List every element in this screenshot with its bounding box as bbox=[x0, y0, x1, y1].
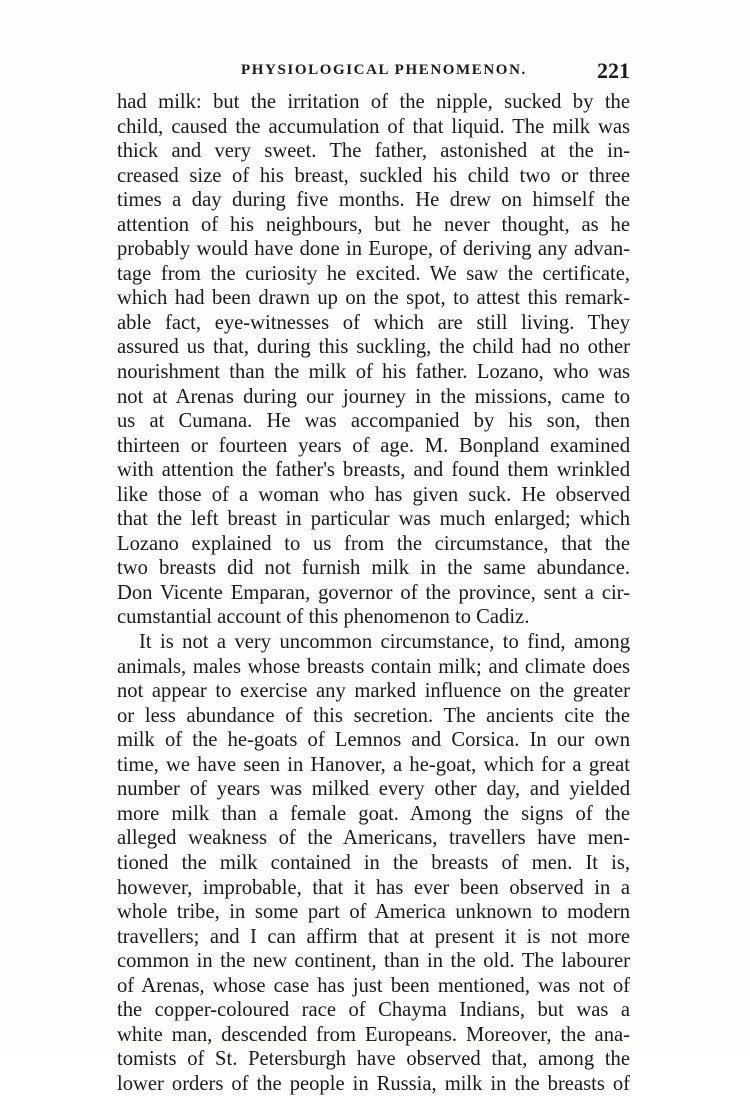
text-line: nourishment than the milk of his father. Lozano, who was bbox=[117, 361, 630, 384]
paragraph-start-line: It is not a very uncommon circumstance, to find, among bbox=[139, 631, 630, 654]
text-line: Lozano explained to us from the circumstance, that the bbox=[117, 532, 630, 555]
text-line: attention of his neighbours, but he never thought, as he bbox=[117, 213, 630, 236]
text-line: travellers; and I can affirm that at present it is not more bbox=[117, 925, 630, 948]
text-line: with attention the father's breasts, and found them wrinkled bbox=[117, 459, 630, 482]
text-line: milk of the he-goats of Lemnos and Corsica. In our own bbox=[117, 729, 630, 752]
page-number: 221 bbox=[597, 58, 630, 83]
text-line: that the left breast in particular was much enlarged; which bbox=[117, 508, 630, 531]
text-line: lower orders of the people in Russia, milk in the breasts of bbox=[117, 1072, 630, 1095]
body-text bbox=[117, 90, 630, 1096]
text-line: tomists of St. Petersburgh have observed that, among the bbox=[117, 1048, 630, 1071]
text-line: able fact, eye-witnesses of which are still living. They bbox=[117, 311, 630, 334]
text-line: creased size of his breast, suckled his child two or three bbox=[117, 164, 630, 187]
text-line: two breasts did not furnish milk in the same abundance. bbox=[117, 557, 630, 580]
running-head bbox=[117, 60, 630, 86]
text-line: alleged weakness of the Americans, travellers have men- bbox=[117, 827, 630, 850]
text-line: time, we have seen in Hanover, a he-goat, which for a great bbox=[117, 753, 630, 776]
text-line: had milk: but the irritation of the nipple, sucked by the bbox=[117, 91, 630, 113]
paragraph-end-line: cumstantial account of this phenomenon to Cadiz. bbox=[117, 606, 530, 629]
text-line: animals, males whose breasts contain milk; and climate does bbox=[117, 655, 630, 678]
text-line: common in the new continent, than in the old. The labourer bbox=[117, 950, 630, 973]
text-line: which had been drawn up on the spot, to attest this remark- bbox=[117, 287, 630, 310]
text-line: thick and very sweet. The father, astonished at the in- bbox=[117, 140, 630, 163]
text-line: us at Cumana. He was accompanied by his son, then bbox=[117, 410, 630, 433]
text-line: not at Arenas during our journey in the missions, came to bbox=[117, 385, 630, 408]
text-line: tage from the curiosity he excited. We saw the certificate, bbox=[117, 262, 630, 285]
text-line: however, improbable, that it has ever been observed in a bbox=[117, 876, 630, 899]
text-line: not appear to exercise any marked influence on the greater bbox=[117, 680, 630, 703]
text-line: Don Vicente Emparan, governor of the province, sent a cir- bbox=[117, 581, 630, 604]
text-line: the copper-coloured race of Chayma Indians, but was a bbox=[117, 999, 630, 1022]
text-line: assured us that, during this suckling, the child had no other bbox=[117, 336, 630, 359]
text-line: probably would have done in Europe, of deriving any advan- bbox=[117, 238, 630, 261]
text-line: times a day during five months. He drew on himself the bbox=[117, 189, 630, 212]
text-line: number of years was milked every other day, and yielded bbox=[117, 778, 630, 801]
text-line: more milk than a female goat. Among the signs of the bbox=[117, 802, 630, 825]
text-line: white man, descended from Europeans. Moreover, the ana- bbox=[117, 1023, 630, 1046]
text-line: of Arenas, whose case has just been mentioned, was not of bbox=[117, 974, 630, 997]
running-title: PHYSIOLOGICAL PHENOMENON. bbox=[241, 62, 527, 78]
text-line: or less abundance of this secretion. The ancients cite the bbox=[117, 704, 630, 727]
text-line: child, caused the accumulation of that liquid. The milk was bbox=[117, 115, 630, 138]
text-line: tioned the milk contained in the breasts of men. It is, bbox=[117, 851, 630, 874]
text-line: thirteen or fourteen years of age. M. Bonpland examined bbox=[117, 434, 630, 457]
text-line: whole tribe, in some part of America unknown to modern bbox=[117, 901, 630, 924]
text-line: like those of a woman who has given suck. He observed bbox=[117, 483, 630, 506]
